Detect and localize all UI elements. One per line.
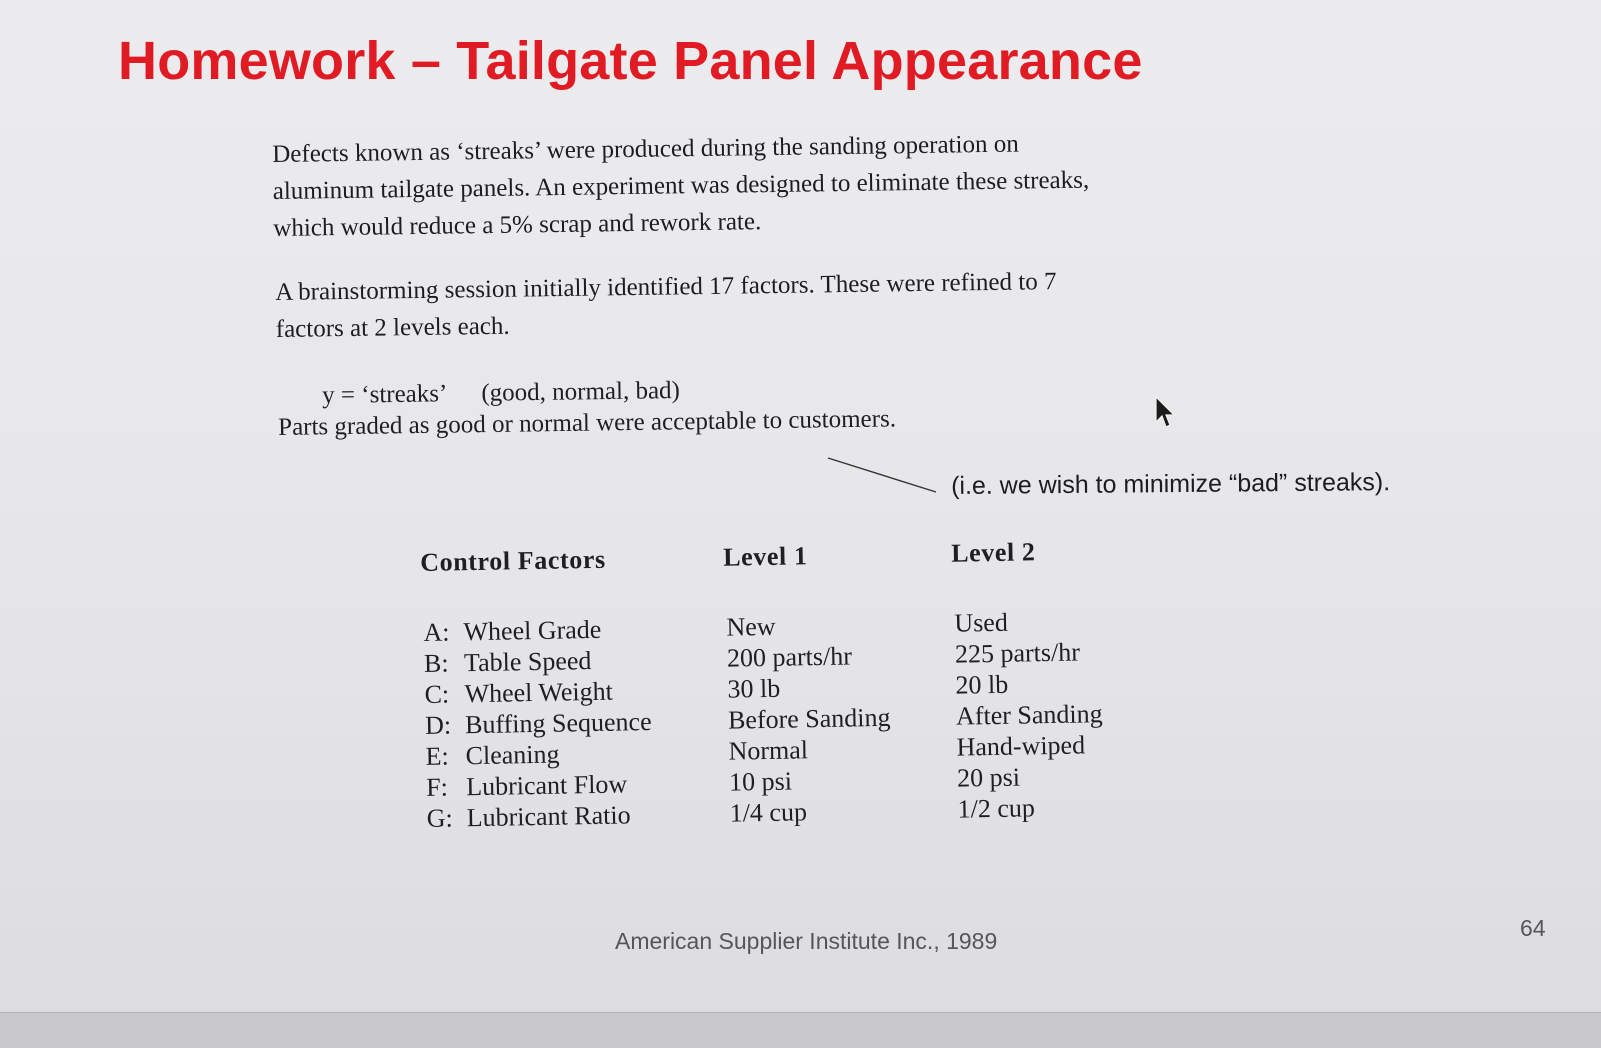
intro-paragraph — [272, 125, 1090, 247]
level2-cell: 225 parts/hr — [954, 637, 1081, 669]
factor-cell — [425, 740, 559, 772]
level2-cell: Hand-wiped — [956, 730, 1086, 762]
level2-cell: After Sanding — [955, 699, 1103, 731]
level2-cell: Used — [954, 607, 1009, 638]
brainstorm-line: A brainstorming session initially identified 17 factors. These were refined to 7 — [275, 268, 1057, 306]
factor-letter: G: — [426, 803, 453, 833]
intro-line: which would reduce a 5% scrap and rework rate. — [273, 208, 762, 242]
level1-cell: 200 parts/hr — [726, 641, 853, 673]
slide-title: Homework – Tailgate Panel Appearance — [118, 31, 1143, 91]
intro-line: aluminum tailgate panels. An experiment was designed to eliminate these streaks, — [272, 166, 1090, 205]
factor-name: Buffing Sequence — [464, 706, 652, 740]
level1-cell: New — [726, 611, 776, 642]
factor-name: Wheel Grade — [463, 614, 602, 647]
level1-cell: Before Sanding — [727, 702, 891, 735]
table-header-factors: Control Factors — [420, 544, 606, 577]
level1-cell: 10 psi — [728, 766, 793, 797]
slide-page-number: 64 — [1520, 915, 1546, 941]
factor-cell — [424, 677, 613, 710]
slide-footer-credit: American Supplier Institute Inc., 1989 — [615, 928, 998, 954]
factor-letter: A: — [423, 617, 450, 647]
response-label: y = ‘streaks’ — [322, 380, 448, 409]
intro-line: Defects known as ‘streaks’ were produced during the sanding operation on — [272, 130, 1019, 168]
table-header-level2: Level 2 — [950, 537, 1036, 568]
brainstorm-paragraph — [275, 263, 1057, 348]
factor-letter: C: — [424, 679, 450, 709]
factor-name: Cleaning — [465, 739, 560, 771]
factor-letter: F: — [425, 772, 449, 802]
factor-name: Lubricant Ratio — [466, 800, 631, 833]
response-definition — [322, 377, 680, 410]
level1-cell: 30 lb — [727, 673, 781, 704]
level2-cell: 20 psi — [956, 762, 1021, 793]
screen-bottom-edge — [0, 1012, 1601, 1048]
table-body — [421, 605, 1185, 835]
response-values: (good, normal, bad) — [481, 377, 681, 407]
factor-letter: B: — [423, 648, 449, 678]
factor-name: Lubricant Flow — [465, 769, 628, 802]
brainstorm-line: factors at 2 levels each. — [275, 312, 510, 343]
factor-cell — [425, 707, 652, 741]
table-header-level1: Level 1 — [722, 541, 808, 572]
level2-cell: 20 lb — [955, 669, 1009, 700]
factor-name: Wheel Weight — [464, 676, 614, 709]
factor-letter: D: — [424, 710, 452, 740]
level1-cell: Normal — [728, 735, 809, 766]
mouse-pointer-icon — [1154, 396, 1176, 430]
factor-cell — [424, 646, 592, 679]
factor-cell — [426, 769, 628, 803]
level2-cell: 1/2 cup — [957, 793, 1036, 824]
callout-note: (i.e. we wish to minimize “bad” streaks). — [951, 468, 1391, 500]
factor-name: Table Speed — [463, 646, 592, 678]
factor-cell — [426, 800, 630, 834]
level1-cell: 1/4 cup — [729, 797, 808, 828]
factor-letter: E: — [425, 741, 449, 771]
callout-connector-line — [826, 456, 938, 494]
factor-cell — [423, 615, 601, 648]
acceptance-statement: Parts graded as good or normal were acceptable to customers. — [278, 405, 897, 441]
